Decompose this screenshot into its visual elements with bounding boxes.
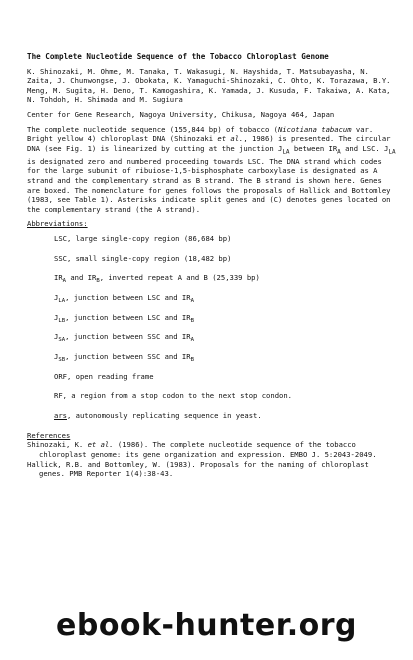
references-heading: References [27,430,71,440]
abbr-rf: RF, a region from a stop codon to the next stop condon. [54,391,292,401]
abbr-jlb: $J_{LB}$, junction between LSC and $IR_B$ [54,312,194,324]
watermark-text: ebook-hunter.org [56,608,357,643]
document-page [27,52,397,479]
author-list: K. Shinozaki, M. Ohme, M. Tanaka, T. Wakasugi, N. Hayshida, T. Matsubayasha, N. Zaita, J. Chunwongse, J. Obokata, K. Yamaguchi-Shinozaki, C. Ohto, K. Torazawa, B.Y. Meng, M. Sugita, H. Deno, T. Kamogashira, K. Yamada, J. Kusuda, F. Takaiwa, A. Kata, N. Tohdoh, H. Shimada and M. Sugiura [27,66,391,105]
abbreviations-list [27,234,397,431]
paper-title: The Complete Nucleotide Sequence of the Tobacco Chloroplast Genome [27,52,329,61]
abstract-paragraph: The complete nucleotide sequence (155,844 bp) of tobacco (Nicotiana tabacum var. Bright yellow 4) chloroplast DNA (Shinozaki et al., 1986) is presented. The circular DNA (see Fig. 1) is linearized by cutting at the junction $J_{LA}$ between $IR_A$ and LSC. $J_{LA}$ is designated zero and numbered proceeding towards LSC. The DNA strand which codes for the large subunit of ribuiose-1,5-bisphosphate carboxylase is designated as A strand and the complementary strand as B strand. The B strand is shown here. Genes are boxed. The nomenclature for genes follows the proposals of Hallick and Bottomley (1983, see Table 1). Asterisks indicate split genes and (C) denotes genes located on the complementary strand (the A strand). [27,124,396,214]
abbr-ars: ars, autonomously replicating sequence in yeast. [54,411,262,421]
reference-item: Shinozaki, K. et al. (1986). The complete nucleotide sequence of the tobacco chloroplast genome: its gene organization and expression. EMBO J. 5:2043-2049. [27,440,377,459]
abbr-ir: $IR_A$ and $IR_B$, inverted repeat A and B (25,339 bp) [54,273,260,285]
abbr-jsa: $J_{SA}$, junction between SSC and $IR_A$ [54,332,194,344]
abbr-jsb: $J_{SB}$, junction between SSC and $IR_B$ [54,352,194,364]
abbr-jla: $J_{LA}$, junction between LSC and $IR_A$ [54,293,194,304]
abbreviations-heading: Abbreviations: [27,219,88,229]
abbr-orf: ORF, open reading frame [54,371,154,381]
abbr-ssc: SSC, small single-copy region (18,482 bp) [54,253,232,263]
reference-item: Hallick, R.B. and Bottomley, W. (1983). Proposals for the naming of chloroplast genes. PMB Reporter 1(4):38-43. [27,459,369,479]
abbr-lsc: LSC, large single-copy region (86,684 bp) [54,233,232,243]
affiliation: Center for Gene Research, Nagoya University, Chikusa, Nagoya 464, Japan [27,109,335,119]
